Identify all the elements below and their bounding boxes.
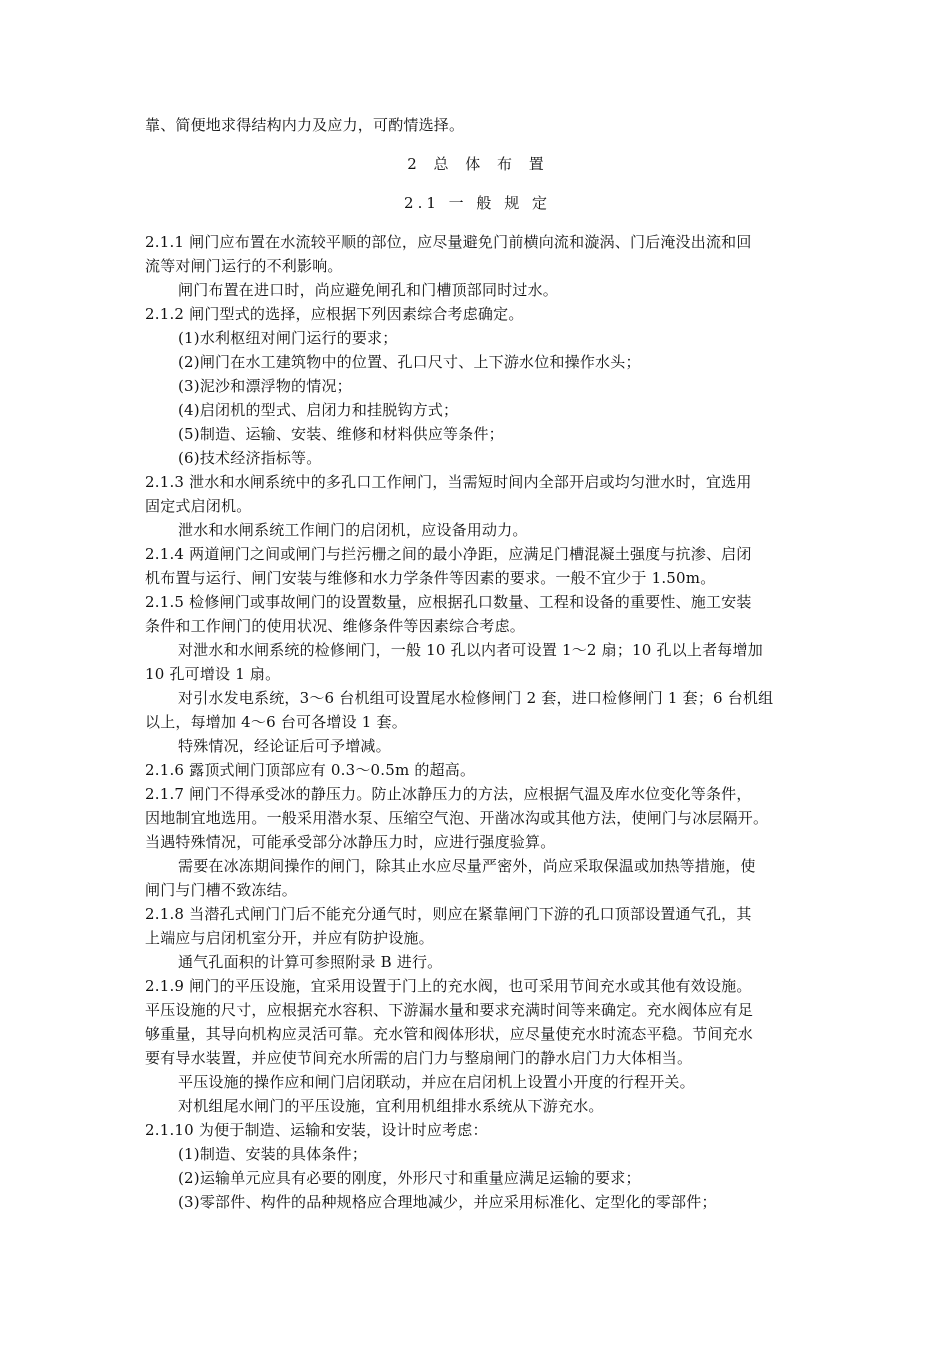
list-item: (1)制造、安装的具体条件； <box>178 1145 368 1163</box>
list-item: (3)零部件、构件的品种规格应合理地减少，并应采用标准化、定型化的零部件； <box>178 1193 717 1211</box>
section-heading: 2 总 体 布 置 <box>407 155 550 173</box>
subsection-heading: 2.1 一 般 规 定 <box>404 194 551 212</box>
text-line: 闸门与门槽不致冻结。 <box>145 881 298 899</box>
clause-line: 2.1.6 露顶式闸门顶部应有 0.3～0.5m 的超高。 <box>145 761 476 779</box>
text-line: 以上，每增加 4～6 台可各增设 1 套。 <box>145 713 407 731</box>
clause-line: 2.1.10 为便于制造、运输和安装，设计时应考虑： <box>145 1121 488 1139</box>
list-item: (3)泥沙和漂浮物的情况； <box>178 377 352 395</box>
list-item: (5)制造、运输、安装、维修和材料供应等条件； <box>178 425 504 443</box>
clause-line: 2.1.1 闸门应布置在水流较平顺的部位，应尽量避免门前横向流和漩涡、门后淹没出流和回 <box>145 233 752 251</box>
paragraph-line: 闸门布置在进口时，尚应避免闸孔和门槽顶部同时过水。 <box>178 281 559 299</box>
text-line: 要有导水装置，并应使节间充水所需的启门力与整扇闸门的静水启门力大体相当。 <box>145 1049 693 1067</box>
paragraph-line: 平压设施的操作应和闸门启闭联动，并应在启闭机上设置小开度的行程开关。 <box>178 1073 695 1091</box>
clause-line: 2.1.8 当潜孔式闸门门后不能充分通气时，则应在紧靠闸门下游的孔口顶部设置通气孔，其 <box>145 905 752 923</box>
text-line: 机布置与运行、闸门安装与维修和水力学条件等因素的要求。一般不宜少于 1.50m。 <box>145 569 716 587</box>
paragraph-line: 特殊情况，经论证后可予增减。 <box>178 737 391 755</box>
paragraph-line: 对机组尾水闸门的平压设施，宜利用机组排水系统从下游充水。 <box>178 1097 604 1115</box>
list-item: (6)技术经济指标等。 <box>178 449 322 467</box>
clause-line: 2.1.7 闸门不得承受冰的静压力。防止冰静压力的方法，应根据气温及库水位变化等条件， <box>145 785 752 803</box>
clause-line: 2.1.4 两道闸门之间或闸门与拦污栅之间的最小净距，应满足门槽混凝土强度与抗渗、启闭 <box>145 545 752 563</box>
clause-line: 2.1.9 闸门的平压设施，宜采用设置于门上的充水阀，也可采用节间充水或其他有效设施。 <box>145 977 752 995</box>
text-line: 够重量，其导向机构应灵活可靠。充水管和阀体形状，应尽量使充水时流态平稳。节间充水 <box>145 1025 754 1043</box>
list-item: (2)闸门在水工建筑物中的位置、孔口尺寸、上下游水位和操作水头； <box>178 353 641 371</box>
clause-line: 2.1.3 泄水和水闸系统中的多孔口工作闸门，当需短时间内全部开启或均匀泄水时，宜选用 <box>145 473 752 491</box>
paragraph-line: 通气孔面积的计算可参照附录 B 进行。 <box>178 953 443 971</box>
text-line: 条件和工作闸门的使用状况、维修条件等因素综合考虑。 <box>145 617 526 635</box>
text-line: 当遇特殊情况，可能承受部分冰静压力时，应进行强度验算。 <box>145 833 556 851</box>
text-line: 上端应与启闭机室分开，并应有防护设施。 <box>145 929 434 947</box>
clause-line: 2.1.5 检修闸门或事故闸门的设置数量，应根据孔口数量、工程和设备的重要性、施工安装 <box>145 593 752 611</box>
text-line: 固定式启闭机。 <box>145 497 252 515</box>
paragraph-line: 需要在冰冻期间操作的闸门，除其止水应尽量严密外，尚应采取保温或加热等措施，使 <box>178 857 756 875</box>
text-line: 因地制宜地选用。一般采用潜水泵、压缩空气泡、开凿冰沟或其他方法，使闸门与冰层隔开。 <box>145 809 769 827</box>
paragraph-line: 对引水发电系统，3～6 台机组可设置尾水检修闸门 2 套，进口检修闸门 1 套；6 台机组 <box>178 689 774 707</box>
list-item: (1)水利枢纽对闸门运行的要求； <box>178 329 398 347</box>
paragraph-line: 泄水和水闸系统工作闸门的启闭机，应设备用动力。 <box>178 521 528 539</box>
text-line: 10 孔可增设 1 扇。 <box>145 665 281 683</box>
clause-line: 2.1.2 闸门型式的选择，应根据下列因素综合考虑确定。 <box>145 305 524 323</box>
paragraph-line: 对泄水和水闸系统的检修闸门，一般 10 孔以内者可设置 1～2 扇；10 孔以上者每增加 <box>178 641 763 659</box>
text-line: 流等对闸门运行的不利影响。 <box>145 257 343 275</box>
text-line: 靠、简便地求得结构内力及应力，可酌情选择。 <box>145 116 465 134</box>
text-line: 平压设施的尺寸，应根据充水容积、下游漏水量和要求充满时间等来确定。充水阀体应有足 <box>145 1001 754 1019</box>
document-body <box>145 113 810 1214</box>
list-item: (2)运输单元应具有必要的刚度，外形尺寸和重量应满足运输的要求； <box>178 1169 641 1187</box>
list-item: (4)启闭机的型式、启闭力和挂脱钩方式； <box>178 401 459 419</box>
